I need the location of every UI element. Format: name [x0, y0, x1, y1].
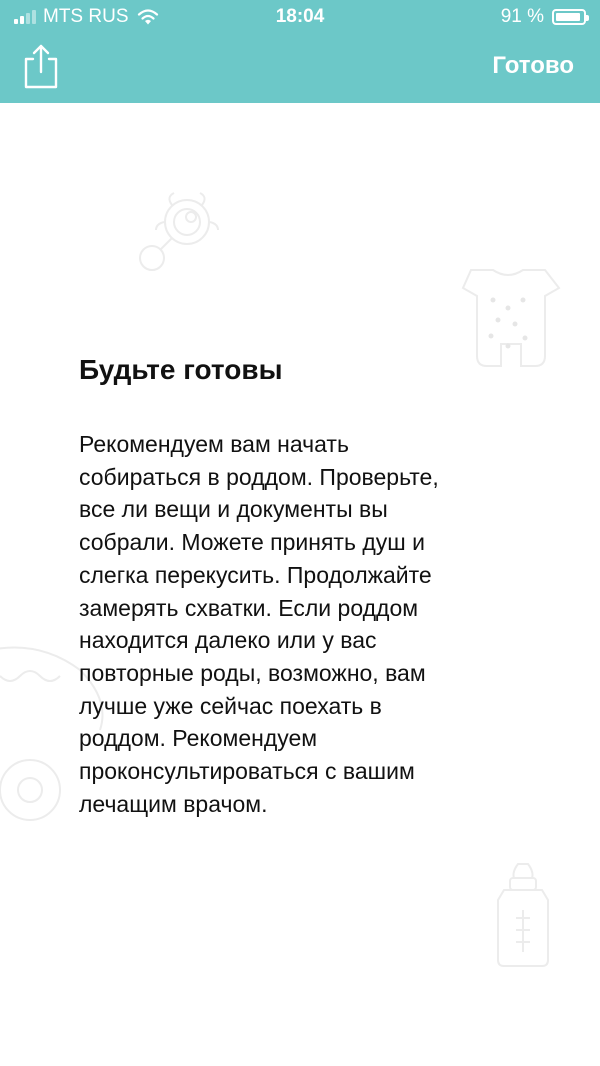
rattle-decor-icon	[132, 190, 232, 280]
status-right	[501, 6, 586, 28]
battery-fill	[556, 13, 580, 21]
content-section	[79, 352, 539, 820]
battery-icon	[552, 9, 586, 25]
page-title: Будьте готовы	[79, 354, 283, 385]
baby-bottle-decor-icon	[488, 860, 558, 970]
status-bar	[0, 0, 600, 34]
nav-bar	[0, 34, 600, 103]
share-button[interactable]	[18, 42, 62, 90]
battery-percent: 91 %	[500, 6, 544, 27]
body-text: Рекомендуем вам начать собираться в роддом. Проверьте, все ли вещи и документы вы собрали. Можете принять душ и слегка перекусить. Продолжайте замерять схватки. Если роддом находится далеко или у вас повторные роды, возможно, вам лучше уже сейчас поехать в роддом. Рекомендуем проконсультироваться с вашим лечащим врачом.	[79, 431, 439, 817]
carrier-name: MTS RUS	[43, 6, 129, 27]
done-button[interactable]: Готово	[492, 52, 574, 79]
app-header	[0, 0, 600, 103]
status-time: 18:04	[275, 6, 325, 27]
share-icon	[18, 42, 62, 90]
